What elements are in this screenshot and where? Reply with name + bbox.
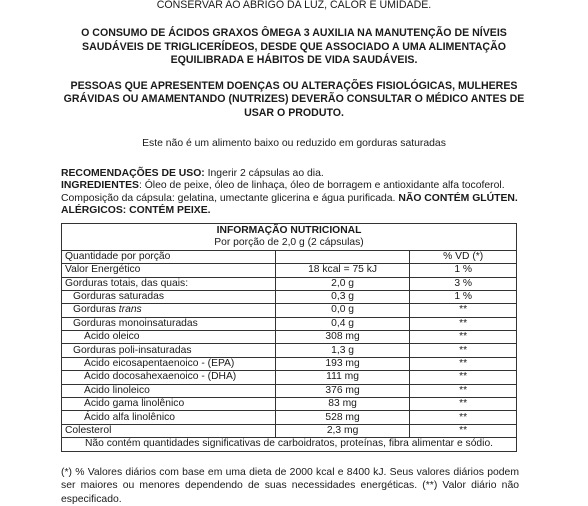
table-title-row [62, 223, 517, 237]
nutrient-name: Ácido alfa linolênico [62, 411, 276, 424]
table-row [62, 411, 517, 424]
col-amount-header [275, 250, 410, 263]
nutrient-vd: ** [410, 357, 517, 370]
nutrient-amount: 0,3 g [275, 290, 410, 303]
nutrient-name: Colesterol [62, 424, 276, 437]
allergen-statement: ALÉRGICOS: CONTÉM PEIXE. [61, 205, 211, 217]
nutrient-amount: 0,4 g [275, 317, 410, 330]
medical-warning: PESSOAS QUE APRESENTEM DOENÇAS OU ALTERAÇÕES FISIOLÓGICAS, MULHERES GRÁVIDAS OU AMAMENTANDO (NUTRIZES) DEVERÃO CONSULTAR O MÉDICO ANTES DE USAR O PRODUTO. [63, 79, 525, 119]
nutrient-name: Gorduras poli-insaturadas [62, 344, 276, 357]
nutrient-amount: 0,0 g [275, 304, 410, 317]
col-qty-header: Quantidade por porção [62, 250, 276, 263]
nutrition-table [61, 223, 517, 452]
nutrient-amount: 83 mg [275, 398, 410, 411]
nutrient-vd: ** [410, 331, 517, 344]
nutrient-name: Ácido linoleico [62, 384, 276, 397]
nutrient-name: Ácido docosahexaenoico - (DHA) [62, 371, 276, 384]
nutrient-amount: 308 mg [275, 331, 410, 344]
nutrient-vd: ** [410, 344, 517, 357]
nutrient-name: Ácido oleico [62, 331, 276, 344]
nutrient-vd: ** [410, 317, 517, 330]
table-footer: Não contém quantidades significativas de carboidratos, proteínas, fibra alimentar e sódio. [62, 438, 517, 451]
nutrient-vd: ** [410, 384, 517, 397]
nutrient-vd: ** [410, 424, 517, 437]
nutrient-name: Gorduras monoinsaturadas [62, 317, 276, 330]
nutrient-name: Gorduras saturadas [62, 290, 276, 303]
nutrient-vd: ** [410, 398, 517, 411]
nutrient-name: Gorduras totais, das quais: [62, 277, 276, 290]
product-info [44, 168, 544, 218]
nutrient-amount: 376 mg [275, 384, 410, 397]
table-row [62, 371, 517, 384]
nutrient-amount: 18 kcal = 75 kJ [275, 264, 410, 277]
nutrient-amount: 193 mg [275, 357, 410, 370]
ingredients-text: : Óleo de peixe, óleo de linhaça, óleo de borragem e antioxidante alfa tocoferol. [138, 180, 505, 192]
table-footer-row [62, 438, 517, 451]
nutrient-vd: 1 % [410, 264, 517, 277]
nutrient-vd: 3 % [410, 277, 517, 290]
table-portion: Por porção de 2,0 g (2 cápsulas) [62, 237, 517, 250]
table-title: INFORMAÇÃO NUTRICIONAL [62, 223, 517, 237]
storage-instruction: CONSERVAR AO ABRIGO DA LUZ, CALOR E UMIDADE. [156, 0, 432, 11]
capsule-composition: Composição da cápsula: gelatina, umectante glicerina e água purificada. [61, 192, 399, 204]
col-vd-header: % VD (*) [410, 250, 517, 263]
table-row [62, 384, 517, 397]
nutrient-name: Gorduras trans [62, 304, 276, 317]
nutrient-name: Ácido gama linolênico [62, 398, 276, 411]
nutrient-name: Valor Energético [62, 264, 276, 277]
nutrient-amount: 111 mg [275, 371, 410, 384]
nutrient-amount: 2,3 mg [275, 424, 410, 437]
gluten-statement: NÃO CONTÉM GLÚTEN. [398, 192, 518, 204]
saturated-fat-note: Este não é um alimento baixo ou reduzido em gorduras saturadas [142, 137, 446, 149]
table-row [62, 317, 517, 330]
table-portion-row [62, 237, 517, 250]
table-row [62, 290, 517, 303]
table-row [62, 424, 517, 437]
ingredients-label: INGREDIENTES [61, 180, 139, 192]
nutrient-amount: 2,0 g [275, 277, 410, 290]
nutrient-vd: ** [410, 304, 517, 317]
nutrient-amount: 528 mg [275, 411, 410, 424]
omega3-claim: O CONSUMO DE ÁCIDOS GRAXOS ÔMEGA 3 AUXILIA NA MANUTENÇÃO DE NÍVEIS SAUDÁVEIS DE TRIGLICERÍDEOS, DESDE QUE ASSOCIADO A UMA ALIMENTAÇÃO EQUILIBRADA E HÁBITOS DE VIDA SAUDÁVEIS. [81, 27, 507, 67]
table-row [62, 398, 517, 411]
nutrient-vd: 1 % [410, 290, 517, 303]
table-row [62, 357, 517, 370]
table-header-row [62, 250, 517, 263]
usage-label: RECOMENDAÇÕES DE USO: [61, 167, 205, 179]
nutrient-vd: ** [410, 371, 517, 384]
table-row [62, 264, 517, 277]
table-row [62, 277, 517, 290]
nutrient-vd: ** [410, 411, 517, 424]
nutrient-name: Ácido eicosapentaenoico - (EPA) [62, 357, 276, 370]
table-row [62, 304, 517, 317]
footnote: (*) % Valores diários com base em uma dieta de 2000 kcal e 8400 kJ. Seus valores diários podem ser maiores ou menores dependendo de suas necessidades energéticas. (**) Valor diário não especificado. [61, 466, 519, 505]
table-row [62, 344, 517, 357]
nutrient-amount: 1,3 g [275, 344, 410, 357]
table-row [62, 331, 517, 344]
usage-text: Ingerir 2 cápsulas ao dia. [204, 167, 324, 179]
